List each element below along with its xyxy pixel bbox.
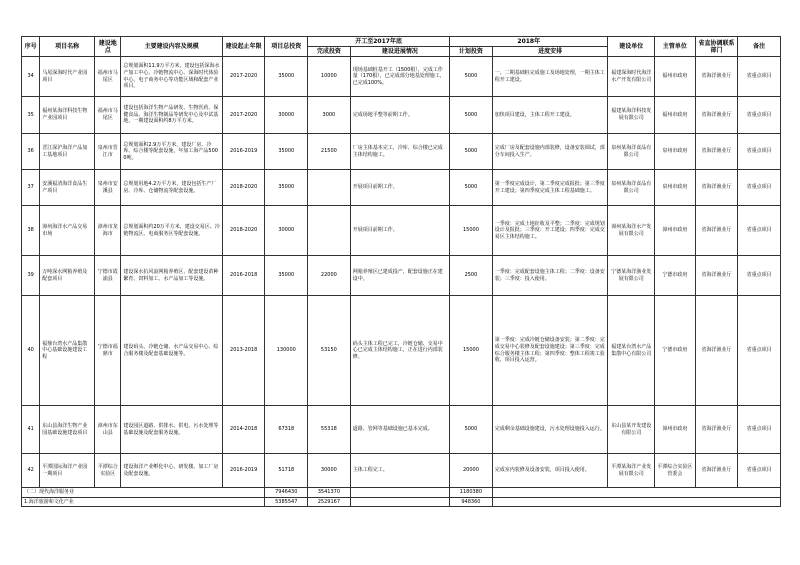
header-schedule: 进度安排 <box>492 47 608 57</box>
cell-total: 35000 <box>265 170 308 206</box>
cell-content: 建设码头、冷链仓储、水产品交易中心、综合服务楼及配套基础设施等。 <box>121 296 222 406</box>
cell-location: 漳州市东山县 <box>95 406 121 454</box>
cell-plan: 15000 <box>450 296 493 406</box>
cell-content: 建设包括海洋生物产品研发、生物医药、保健食品、海洋生物制品等研发中心及中试基地，一期建设面积约8万平方米。 <box>121 97 222 134</box>
summary-plan: 948360 <box>450 497 493 507</box>
cell-authority: 福州市政府 <box>655 97 696 134</box>
summary-plan: 1180380 <box>450 488 493 498</box>
cell-plan: 20000 <box>450 454 493 488</box>
cell-content: 建设海洋产业孵化中心、研发楼、加工厂房及配套设施。 <box>121 454 222 488</box>
cell-location: 福州市马尾区 <box>95 97 121 134</box>
cell-seq: 36 <box>22 134 40 170</box>
cell-remark: 省重点项目 <box>738 97 781 134</box>
cell-seq: 42 <box>22 454 40 488</box>
header-year-group: 2018年 <box>450 37 608 47</box>
cell-coord: 省海洋渔业厅 <box>695 57 738 97</box>
cell-name: 晋江深沪海洋产品加工基地项目 <box>40 134 95 170</box>
cell-builder: 宁德某海洋渔业发展有限公司 <box>608 256 655 296</box>
header-done-invest: 完成投资 <box>308 47 351 57</box>
cell-builder: 漳州某海洋水产发展有限公司 <box>608 206 655 256</box>
header-total: 项目总投资 <box>265 37 308 57</box>
cell-total: 130000 <box>265 296 308 406</box>
cell-remark: 省重点项目 <box>738 134 781 170</box>
cell-remark: 省重点项目 <box>738 206 781 256</box>
cell-name: 东山县海洋生物产业园基础设施建设项目 <box>40 406 95 454</box>
header-start-group: 开工至2017年底 <box>308 37 450 47</box>
cell-total: 35000 <box>265 57 308 97</box>
cell-coord: 省海洋渔业厅 <box>695 206 738 256</box>
cell-name: 漳州海洋水产品交易市场 <box>40 206 95 256</box>
cell-coord: 省海洋渔业厅 <box>695 406 738 454</box>
summary-total: 7946430 <box>265 488 308 498</box>
cell-progress: 主体工程完工。 <box>350 454 449 488</box>
cell-schedule: 完成厂房及配套设施内部装修，设备安装调试，部分车间投入生产。 <box>492 134 608 170</box>
header-plan-invest: 计划投资 <box>450 47 493 57</box>
cell-done: 55318 <box>308 406 351 454</box>
cell-builder: 福建深海时代海洋水产开发有限公司 <box>608 57 655 97</box>
cell-schedule: 一、二期基础桩完成施工及场地处理，一期主体工程开工建设。 <box>492 57 608 97</box>
header-seq: 序号 <box>22 37 40 57</box>
cell-authority: 宁德市政府 <box>655 296 696 406</box>
cell-seq: 40 <box>22 296 40 406</box>
summary-label: 1.海洋旅游和文化产业 <box>22 497 265 507</box>
cell-plan: 5000 <box>450 57 493 97</box>
cell-done: 30000 <box>308 454 351 488</box>
cell-name: 安溪福清海洋食品生产项目 <box>40 170 95 206</box>
cell-period: 2016-2019 <box>222 454 265 488</box>
cell-total: 67318 <box>265 406 308 454</box>
cell-content: 总规划面积11.9万平方米，建设包括深海水产加工中心、冷链物流中心、深海时代体验中心、电子商务中心等功能区域和配套产业项目。 <box>121 57 222 97</box>
cell-progress: 厂房主体基本完工，冷库、综合楼已完成主体结构施工。 <box>350 134 449 170</box>
cell-progress: 网箱养殖区已建成投产，配套设施正在建设中。 <box>350 256 449 296</box>
cell-done <box>308 206 351 256</box>
cell-done: 10000 <box>308 57 351 97</box>
cell-authority: 泉州市政府 <box>655 134 696 170</box>
cell-seq: 34 <box>22 57 40 97</box>
header-builder: 建设单位 <box>608 37 655 57</box>
table-row <box>22 57 781 97</box>
cell-name: 福鼎台湾水产品集散中心基础设施建设工程 <box>40 296 95 406</box>
cell-period: 2017-2020 <box>222 57 265 97</box>
cell-total: 30000 <box>265 206 308 256</box>
table-row <box>22 256 781 296</box>
cell-authority: 福州市政府 <box>655 57 696 97</box>
cell-builder: 福建某台湾水产品集散中心有限公司 <box>608 296 655 406</box>
cell-seq: 39 <box>22 256 40 296</box>
cell-authority: 漳州市政府 <box>655 406 696 454</box>
cell-schedule: 完成室内装修及设备安装，项目投入使用。 <box>492 454 608 488</box>
cell-builder: 平潭某海洋产业发展有限公司 <box>608 454 655 488</box>
cell-content: 建设深水抗风浪网箱养殖区，配套建设苗种繁育、饲料加工、水产品加工等设施。 <box>121 256 222 296</box>
cell-coord: 省海洋渔业厅 <box>695 454 738 488</box>
cell-seq: 35 <box>22 97 40 134</box>
cell-authority: 泉州市政府 <box>655 170 696 206</box>
cell-schedule: 第一季度完成设计，第二季度完成报批；第三季度开工建设；第四季度完成主体工程基础施工。 <box>492 170 608 206</box>
cell-content: 总规划用地4.2万平方米，建设包括生产厂房、冷库、仓储物流等配套设施。 <box>121 170 222 206</box>
cell-builder: 泉州某海洋食品有限公司 <box>608 134 655 170</box>
cell-total: 35000 <box>265 256 308 296</box>
cell-remark: 省重点项目 <box>738 256 781 296</box>
cell-remark: 省重点项目 <box>738 170 781 206</box>
summary-row <box>22 497 781 507</box>
cell-name: 万吨深水网箱养殖及配套项目 <box>40 256 95 296</box>
cell-total: 30000 <box>265 97 308 134</box>
cell-coord: 省海洋渔业厅 <box>695 134 738 170</box>
cell-progress: 完成场地平整等前期工作。 <box>350 97 449 134</box>
header-period: 建设起止年限 <box>222 37 265 57</box>
cell-schedule: 加快项目建设，主体工程开工建设。 <box>492 97 608 134</box>
cell-authority: 漳州市政府 <box>655 206 696 256</box>
summary-total: 5385547 <box>265 497 308 507</box>
cell-progress: 现场基础桩基开工（1500根），完成工作量（170根），已完成部分地基处理施工，已完成100%。 <box>350 57 449 97</box>
cell-location: 福州市马尾区 <box>95 57 121 97</box>
cell-period: 2016-2018 <box>222 256 265 296</box>
table-row <box>22 296 781 406</box>
summary-row <box>22 488 781 498</box>
cell-seq: 37 <box>22 170 40 206</box>
cell-content: 建设园区道路、供排水、供电、污水处理等基础设施及配套服务设施。 <box>121 406 222 454</box>
cell-done: 22000 <box>308 256 351 296</box>
table-row <box>22 97 781 134</box>
header-authority: 主管单位 <box>655 37 696 57</box>
cell-authority: 宁德市政府 <box>655 256 696 296</box>
cell-period: 2014-2018 <box>222 406 265 454</box>
cell-location: 泉州市安溪县 <box>95 170 121 206</box>
header-remark: 备注 <box>738 37 781 57</box>
cell-coord: 省海洋渔业厅 <box>695 170 738 206</box>
cell-plan: 15000 <box>450 206 493 256</box>
cell-location: 泉州市晋江市 <box>95 134 121 170</box>
cell-coord: 省海洋渔业厅 <box>695 97 738 134</box>
cell-builder: 泉州某海洋食品有限公司 <box>608 170 655 206</box>
cell-period: 2017-2020 <box>222 97 265 134</box>
header-content: 主要建设内容及规模 <box>121 37 222 57</box>
cell-progress: 开展项目前期工作。 <box>350 170 449 206</box>
cell-schedule: 第一季度：完成冷链仓储设备安装；第二季度：完成交易中心装修及配套设施建设；第三季度：完成综合服务楼主体工程；第四季度：整体工程竣工验收，项目投入运营。 <box>492 296 608 406</box>
cell-done: 21500 <box>308 134 351 170</box>
table-row <box>22 170 781 206</box>
cell-name: 马尾深海时代产业园项目 <box>40 57 95 97</box>
table-row <box>22 454 781 488</box>
cell-progress: 道路、管网等基础设施已基本完成。 <box>350 406 449 454</box>
cell-done: 3000 <box>308 97 351 134</box>
cell-total: 35000 <box>265 134 308 170</box>
cell-remark: 省重点项目 <box>738 57 781 97</box>
cell-plan: 5000 <box>450 406 493 454</box>
cell-period: 2018-2020 <box>222 170 265 206</box>
cell-coord: 省海洋渔业厅 <box>695 296 738 406</box>
cell-remark: 省重点项目 <box>738 296 781 406</box>
cell-location: 漳州市龙海市 <box>95 206 121 256</box>
project-table-sheet <box>21 36 781 507</box>
cell-period: 2016-2019 <box>222 134 265 170</box>
cell-progress: 开展项目前期工作。 <box>350 206 449 256</box>
cell-progress: 码头主体工程已完工，冷链仓储、交易中心已完成主体结构施工，正在进行内部装修。 <box>350 296 449 406</box>
cell-location: 平潭综合实验区 <box>95 454 121 488</box>
cell-seq: 41 <box>22 406 40 454</box>
cell-schedule: 完成剩余基础设施建设，污水处理设施投入运行。 <box>492 406 608 454</box>
header-progress: 建设进展情况 <box>350 47 449 57</box>
header-coord: 省直协调联系部门 <box>695 37 738 57</box>
cell-plan: 5000 <box>450 170 493 206</box>
cell-period: 2018-2020 <box>222 206 265 256</box>
cell-coord: 省海洋渔业厅 <box>695 256 738 296</box>
header-location: 建设地点 <box>95 37 121 57</box>
cell-period: 2013-2018 <box>222 296 265 406</box>
summary-done: 2529167 <box>308 497 351 507</box>
cell-builder: 福建某海洋科技发展有限公司 <box>608 97 655 134</box>
table-row <box>22 406 781 454</box>
cell-plan: 5000 <box>450 134 493 170</box>
cell-schedule: 一季度：完成土地征收及平整；二季度：完成规划设计及报批；三季度：开工建设；四季度：完成交易区主体结构施工。 <box>492 206 608 256</box>
cell-name: 平潭国际海洋产业园一期项目 <box>40 454 95 488</box>
project-table <box>21 36 781 507</box>
table-row <box>22 206 781 256</box>
cell-schedule: 一季度：完成配套设施主体工程；二季度：设备安装；三季度：投入使用。 <box>492 256 608 296</box>
summary-done: 3541370 <box>308 488 351 498</box>
cell-plan: 2500 <box>450 256 493 296</box>
cell-total: 51718 <box>265 454 308 488</box>
summary-label: （二）现代海洋服务业 <box>22 488 265 498</box>
cell-content: 总规划面积约20万平方米，建设交易区、冷链物流区、电商服务区等配套设施。 <box>121 206 222 256</box>
cell-location: 宁德市福鼎市 <box>95 296 121 406</box>
cell-plan: 5000 <box>450 97 493 134</box>
cell-content: 总规划面积2.9万平方米，建设厂房、冷库、综合楼等配套设施，年加工海产品5000吨。 <box>121 134 222 170</box>
cell-builder: 东山县某开发建设有限公司 <box>608 406 655 454</box>
table-row <box>22 134 781 170</box>
cell-name: 福州某海洋科技生物产业园项目 <box>40 97 95 134</box>
cell-remark: 省重点项目 <box>738 454 781 488</box>
cell-authority: 平潭综合实验区管委会 <box>655 454 696 488</box>
cell-done <box>308 170 351 206</box>
cell-location: 宁德市霞浦县 <box>95 256 121 296</box>
cell-done: 53150 <box>308 296 351 406</box>
cell-seq: 38 <box>22 206 40 256</box>
header-name: 项目名称 <box>40 37 95 57</box>
cell-remark: 省重点项目 <box>738 406 781 454</box>
